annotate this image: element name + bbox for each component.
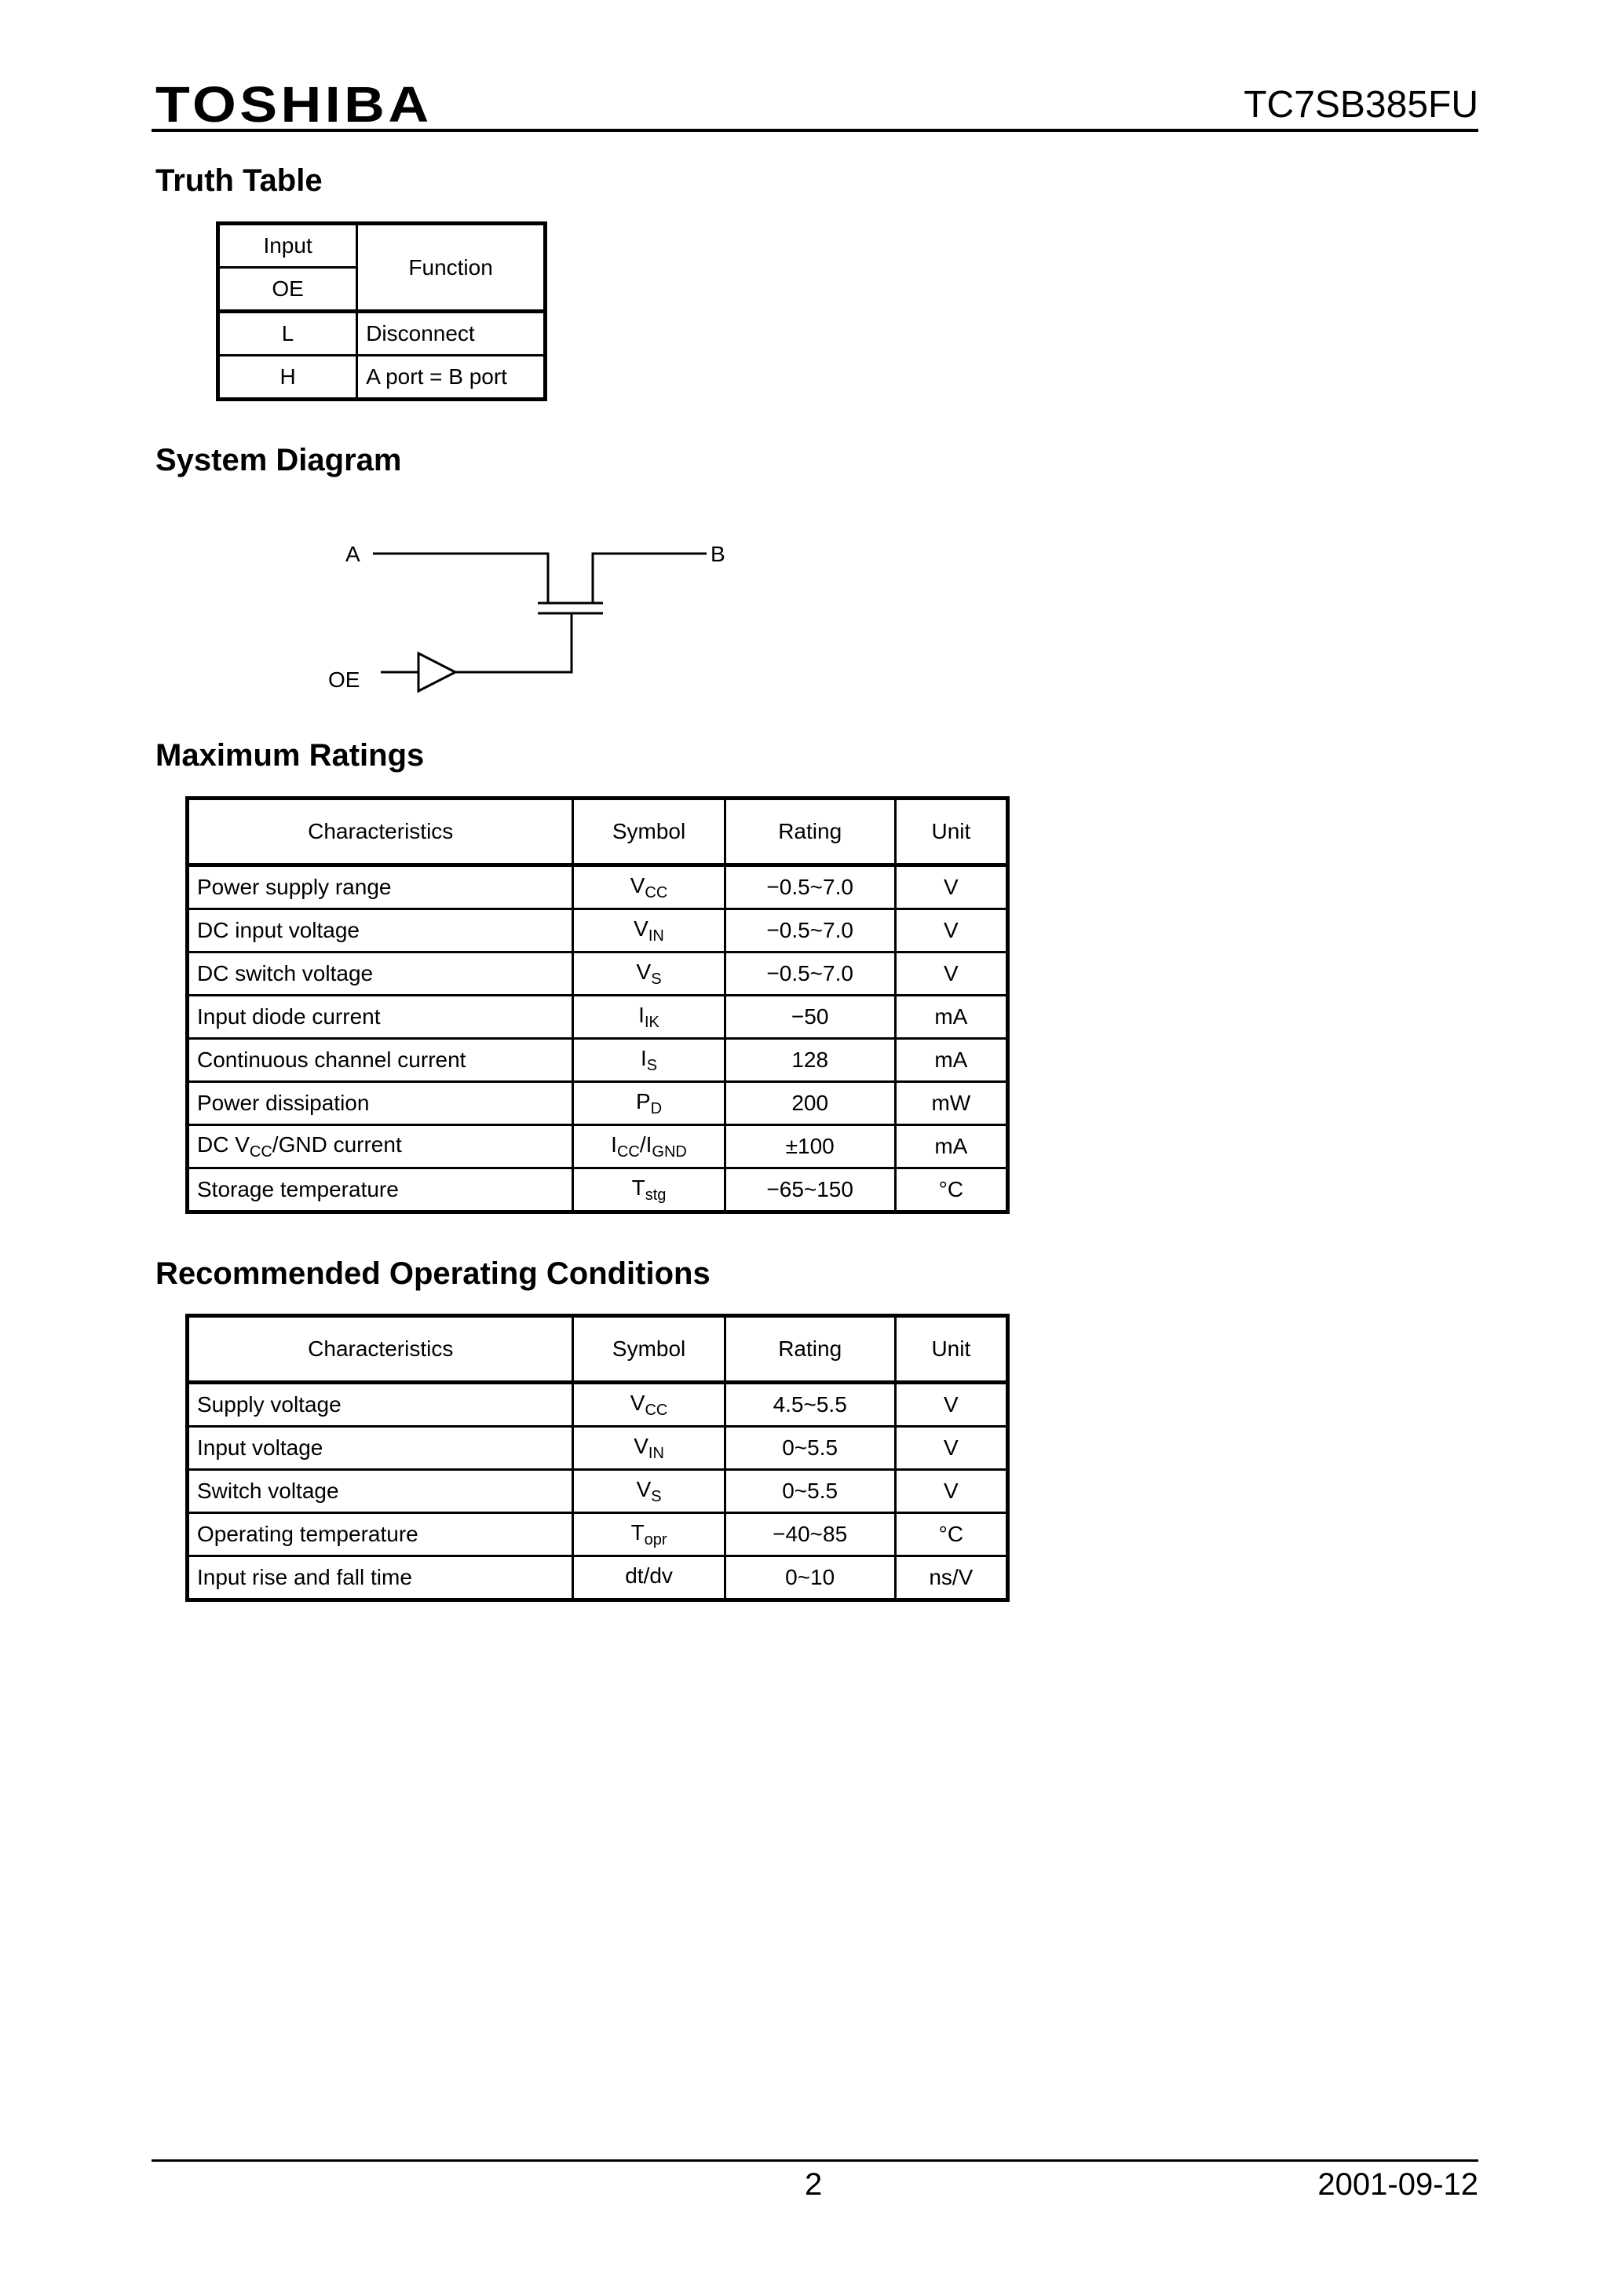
diagram-label-a: A: [345, 542, 360, 566]
characteristic-cell: Input diode current: [188, 996, 573, 1039]
truth-function-value: A port = B port: [357, 356, 546, 400]
system-diagram-title: System Diagram: [155, 443, 402, 477]
rating-cell: 4.5~5.5: [725, 1383, 895, 1427]
truth-function-value: Disconnect: [357, 312, 546, 356]
max-ratings-title: Maximum Ratings: [155, 738, 425, 773]
characteristic-cell: DC $V_{CC}$/GND current: [188, 1125, 573, 1168]
col-symbol: Symbol: [573, 799, 725, 865]
table-row: [188, 1470, 1008, 1513]
rec-conditions-table: [185, 1314, 1010, 1602]
symbol-cell: $T_{opr}$: [573, 1513, 725, 1556]
table-header-row: [188, 799, 1008, 865]
symbol-cell: $V_S$: [573, 952, 725, 996]
unit-cell: mW: [895, 1082, 1007, 1125]
diagram-label-oe: OE: [328, 667, 360, 692]
gate-line: [455, 613, 572, 672]
table-row: [188, 1125, 1008, 1168]
rating-cell: 0~10: [725, 1556, 895, 1600]
table-row: [188, 1513, 1008, 1556]
truth-table-header-row: [218, 224, 546, 268]
rec-conditions-title: Recommended Operating Conditions: [155, 1256, 711, 1291]
rating-cell: 0~5.5: [725, 1427, 895, 1470]
table-row: [188, 996, 1008, 1039]
symbol-cell: $V_{CC}$: [573, 865, 725, 909]
header-divider: [152, 129, 1478, 132]
characteristic-cell: DC switch voltage: [188, 952, 573, 996]
unit-cell: V: [895, 865, 1007, 909]
truth-table-title: Truth Table: [155, 163, 323, 198]
footer-divider: [152, 2159, 1478, 2162]
diagram-label-b: B: [711, 542, 725, 566]
unit-cell: V: [895, 1383, 1007, 1427]
table-row: [218, 356, 546, 400]
characteristic-cell: Storage temperature: [188, 1168, 573, 1212]
truth-oe-value: H: [218, 356, 357, 400]
col-unit: Unit: [895, 799, 1007, 865]
table-row: [188, 1168, 1008, 1212]
characteristic-cell: Input rise and fall time: [188, 1556, 573, 1600]
unit-cell: ns/V: [895, 1556, 1007, 1600]
symbol-cell: $I_{IK}$: [573, 996, 725, 1039]
table-row: [188, 865, 1008, 909]
col-rating: Rating: [725, 1316, 895, 1383]
buffer-icon: [418, 653, 455, 691]
rating-cell: −0.5~7.0: [725, 909, 895, 952]
rating-cell: −50: [725, 996, 895, 1039]
b-line: [593, 554, 707, 603]
table-row: [188, 1039, 1008, 1082]
symbol-cell: dt/dv: [573, 1556, 725, 1600]
rating-cell: −0.5~7.0: [725, 865, 895, 909]
symbol-cell: $V_{IN}$: [573, 1427, 725, 1470]
unit-cell: mA: [895, 1039, 1007, 1082]
max-ratings-table: [185, 796, 1010, 1214]
truth-header-input: Input: [218, 224, 357, 268]
unit-cell: V: [895, 952, 1007, 996]
truth-table: [216, 221, 547, 401]
rating-cell: 128: [725, 1039, 895, 1082]
unit-cell: °C: [895, 1513, 1007, 1556]
col-characteristics: Characteristics: [188, 799, 573, 865]
rating-cell: −0.5~7.0: [725, 952, 895, 996]
characteristic-cell: Power dissipation: [188, 1082, 573, 1125]
table-row: [188, 952, 1008, 996]
unit-cell: V: [895, 909, 1007, 952]
a-line: [373, 554, 548, 603]
table-row: [188, 1082, 1008, 1125]
rating-cell: 200: [725, 1082, 895, 1125]
page-number: 2: [805, 2167, 823, 2202]
characteristic-cell: Power supply range: [188, 865, 573, 909]
rating-cell: ±100: [725, 1125, 895, 1168]
characteristic-cell: Continuous channel current: [188, 1039, 573, 1082]
table-row: [188, 1556, 1008, 1600]
unit-cell: mA: [895, 1125, 1007, 1168]
toshiba-logo: TOSHIBA: [155, 76, 433, 133]
characteristic-cell: Supply voltage: [188, 1383, 573, 1427]
characteristic-cell: Switch voltage: [188, 1470, 573, 1513]
part-number: TC7SB385FU: [1244, 84, 1478, 126]
rating-cell: −65~150: [725, 1168, 895, 1212]
symbol-cell: $T_{stg}$: [573, 1168, 725, 1212]
col-unit: Unit: [895, 1316, 1007, 1383]
table-row: [188, 1383, 1008, 1427]
truth-oe-value: L: [218, 312, 357, 356]
unit-cell: V: [895, 1427, 1007, 1470]
symbol-cell: $I_S$: [573, 1039, 725, 1082]
table-header-row: [188, 1316, 1008, 1383]
unit-cell: mA: [895, 996, 1007, 1039]
rating-cell: −40~85: [725, 1513, 895, 1556]
symbol-cell: $P_D$: [573, 1082, 725, 1125]
symbol-cell: $V_{IN}$: [573, 909, 725, 952]
characteristic-cell: DC input voltage: [188, 909, 573, 952]
col-characteristics: Characteristics: [188, 1316, 573, 1383]
col-rating: Rating: [725, 799, 895, 865]
col-symbol: Symbol: [573, 1316, 725, 1383]
characteristic-cell: Operating temperature: [188, 1513, 573, 1556]
characteristic-cell: Input voltage: [188, 1427, 573, 1470]
symbol-cell: $V_{CC}$: [573, 1383, 725, 1427]
unit-cell: V: [895, 1470, 1007, 1513]
page-date: 2001-09-12: [1317, 2167, 1478, 2202]
symbol-cell: $V_S$: [573, 1470, 725, 1513]
symbol-cell: $I_{CC}/I_{GND}$: [573, 1125, 725, 1168]
truth-header-function: Function: [357, 224, 546, 312]
table-row: [188, 1427, 1008, 1470]
rating-cell: 0~5.5: [725, 1470, 895, 1513]
unit-cell: °C: [895, 1168, 1007, 1212]
truth-header-oe: OE: [218, 268, 357, 312]
table-row: [188, 909, 1008, 952]
table-row: [218, 312, 546, 356]
system-diagram: [314, 518, 754, 715]
